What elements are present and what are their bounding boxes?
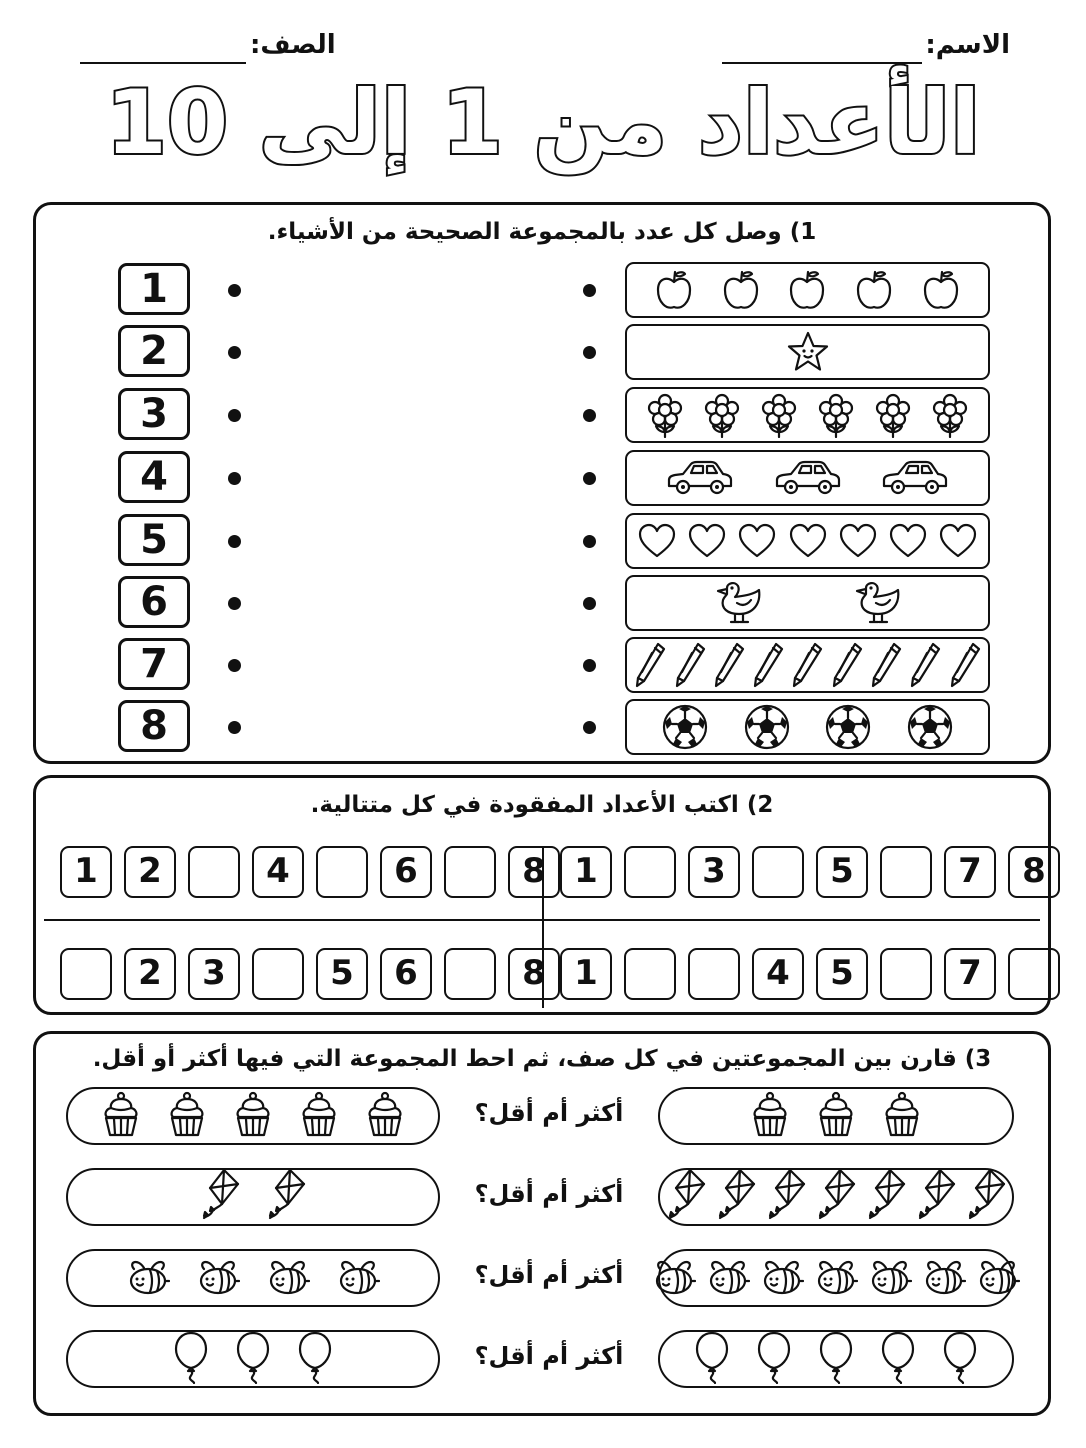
picture-group xyxy=(625,699,990,755)
pencil-icon xyxy=(791,641,823,689)
heart-icon xyxy=(637,523,677,559)
answer-box[interactable] xyxy=(1008,948,1060,1000)
number-box: 1 xyxy=(118,263,190,315)
compare-group-right[interactable] xyxy=(658,1168,1014,1226)
kite-icon xyxy=(766,1168,806,1226)
number-sequence xyxy=(560,948,1060,1000)
pencil-icon xyxy=(949,641,981,689)
cupcake-icon xyxy=(233,1090,273,1142)
picture-group xyxy=(625,513,990,569)
section-compare-title: 3) قارن بين المجموعتين في كل صف، ثم احط المجموعة التي فيها أكثر أو أقل. xyxy=(92,1046,992,1072)
number-box: 8 xyxy=(118,700,190,752)
flower-icon xyxy=(646,392,684,438)
sequence-number: 5 xyxy=(316,948,368,1000)
sequence-number: 6 xyxy=(380,846,432,898)
answer-box[interactable] xyxy=(752,846,804,898)
pencil-icon xyxy=(674,641,706,689)
soccer-ball-icon xyxy=(824,703,872,751)
sequence-number: 3 xyxy=(188,948,240,1000)
compare-group-left[interactable] xyxy=(66,1330,440,1388)
sequence-number: 5 xyxy=(816,846,868,898)
compare-question: أكثر أم أقل؟ xyxy=(474,1099,624,1127)
number-box: 5 xyxy=(118,514,190,566)
kite-icon xyxy=(266,1168,306,1226)
kite-icon xyxy=(200,1168,240,1226)
picture-group xyxy=(625,262,990,318)
section-missing-title: 2) اكتب الأعداد المفقودة في كل متتالية. xyxy=(310,792,774,818)
answer-box[interactable] xyxy=(252,948,304,1000)
sequence-number: 8 xyxy=(508,846,560,898)
cupcake-icon xyxy=(750,1090,790,1142)
picture-group xyxy=(625,450,990,506)
flower-icon xyxy=(760,392,798,438)
match-dot-right[interactable] xyxy=(583,597,596,610)
match-dot-right[interactable] xyxy=(583,409,596,422)
pencil-icon xyxy=(831,641,863,689)
match-dot-left[interactable] xyxy=(228,472,241,485)
sequence-number: 7 xyxy=(944,846,996,898)
bee-icon xyxy=(126,1256,170,1300)
balloon-icon xyxy=(818,1330,854,1388)
match-dot-left[interactable] xyxy=(228,535,241,548)
bee-icon xyxy=(652,1256,696,1300)
sequence-number: 8 xyxy=(508,948,560,1000)
number-sequence xyxy=(560,846,1060,898)
flower-icon xyxy=(874,392,912,438)
sequence-number: 4 xyxy=(252,846,304,898)
apple-icon xyxy=(654,268,694,312)
number-box: 2 xyxy=(118,325,190,377)
page-title: الأعداد من 1 إلى 10 xyxy=(105,71,981,174)
answer-box[interactable] xyxy=(880,948,932,1000)
balloon-icon xyxy=(756,1330,792,1388)
heart-icon xyxy=(888,523,928,559)
cupcake-icon xyxy=(882,1090,922,1142)
soccer-ball-icon xyxy=(743,703,791,751)
name-field[interactable] xyxy=(722,62,922,64)
kite-icon xyxy=(966,1168,1006,1226)
sequence-number: 3 xyxy=(688,846,740,898)
class-label: الصف: xyxy=(250,30,336,60)
sequence-number: 5 xyxy=(816,948,868,1000)
balloon-icon xyxy=(235,1330,271,1388)
apple-icon xyxy=(787,268,827,312)
pencil-icon xyxy=(634,641,666,689)
sequence-number: 2 xyxy=(124,948,176,1000)
balloon-icon xyxy=(173,1330,209,1388)
soccer-ball-icon xyxy=(906,703,954,751)
apple-icon xyxy=(921,268,961,312)
sequence-number: 6 xyxy=(380,948,432,1000)
compare-question: أكثر أم أقل؟ xyxy=(474,1342,624,1370)
number-sequence xyxy=(60,948,560,1000)
match-dot-right[interactable] xyxy=(583,346,596,359)
bee-icon xyxy=(922,1256,966,1300)
compare-group-left[interactable] xyxy=(66,1087,440,1145)
sequence-number: 7 xyxy=(944,948,996,1000)
kite-icon xyxy=(716,1168,756,1226)
sequence-number: 1 xyxy=(60,846,112,898)
balloon-icon xyxy=(297,1330,333,1388)
pencil-icon xyxy=(752,641,784,689)
heart-icon xyxy=(687,523,727,559)
balloon-icon xyxy=(942,1330,978,1388)
picture-group xyxy=(625,637,990,693)
kite-icon xyxy=(916,1168,956,1226)
pencil-icon xyxy=(713,641,745,689)
answer-box[interactable] xyxy=(444,846,496,898)
bee-icon xyxy=(814,1256,858,1300)
bee-icon xyxy=(196,1256,240,1300)
answer-box[interactable] xyxy=(624,948,676,1000)
match-dot-left[interactable] xyxy=(228,659,241,672)
compare-question: أكثر أم أقل؟ xyxy=(474,1180,624,1208)
answer-box[interactable] xyxy=(624,846,676,898)
apple-icon xyxy=(854,268,894,312)
number-sequence xyxy=(60,846,560,898)
match-dot-left[interactable] xyxy=(228,597,241,610)
sequence-number: 4 xyxy=(752,948,804,1000)
sequence-number: 1 xyxy=(560,948,612,1000)
match-dot-left[interactable] xyxy=(228,346,241,359)
match-dot-right[interactable] xyxy=(583,659,596,672)
bee-icon xyxy=(868,1256,912,1300)
heart-icon xyxy=(838,523,878,559)
soccer-ball-icon xyxy=(661,703,709,751)
compare-question: أكثر أم أقل؟ xyxy=(474,1261,624,1289)
compare-group-left[interactable] xyxy=(66,1168,440,1226)
picture-group xyxy=(625,387,990,443)
balloon-icon xyxy=(880,1330,916,1388)
match-dot-right[interactable] xyxy=(583,472,596,485)
flower-icon xyxy=(931,392,969,438)
number-box: 7 xyxy=(118,638,190,690)
answer-box[interactable] xyxy=(880,846,932,898)
flower-icon xyxy=(703,392,741,438)
compare-group-left[interactable] xyxy=(66,1249,440,1307)
apple-icon xyxy=(721,268,761,312)
answer-box[interactable] xyxy=(60,948,112,1000)
heart-icon xyxy=(938,523,978,559)
name-label: الاسم: xyxy=(925,30,1010,60)
cupcake-icon xyxy=(167,1090,207,1142)
bee-icon xyxy=(336,1256,380,1300)
sequence-number: 1 xyxy=(560,846,612,898)
answer-box[interactable] xyxy=(188,846,240,898)
match-dot-right[interactable] xyxy=(583,284,596,297)
number-box: 6 xyxy=(118,576,190,628)
picture-group xyxy=(625,575,990,631)
cupcake-icon xyxy=(299,1090,339,1142)
answer-box[interactable] xyxy=(316,846,368,898)
car-icon xyxy=(773,458,843,498)
car-icon xyxy=(665,458,735,498)
pencil-icon xyxy=(870,641,902,689)
compare-group-right[interactable] xyxy=(658,1330,1014,1388)
balloon-icon xyxy=(694,1330,730,1388)
bee-icon xyxy=(706,1256,750,1300)
bee-icon xyxy=(266,1256,310,1300)
match-dot-right[interactable] xyxy=(583,535,596,548)
heart-icon xyxy=(737,523,777,559)
section-match-title: 1) وصل كل عدد بالمجموعة الصحيحة من الأشياء. xyxy=(267,219,817,245)
sequence-number: 8 xyxy=(1008,846,1060,898)
class-field[interactable] xyxy=(80,62,246,64)
picture-group xyxy=(625,324,990,380)
match-dot-right[interactable] xyxy=(583,721,596,734)
bee-icon xyxy=(760,1256,804,1300)
answer-box[interactable] xyxy=(444,948,496,1000)
number-box: 3 xyxy=(118,388,190,440)
sequence-number: 2 xyxy=(124,846,176,898)
kite-icon xyxy=(816,1168,856,1226)
duck-icon xyxy=(711,580,765,626)
flower-icon xyxy=(817,392,855,438)
kite-icon xyxy=(666,1168,706,1226)
match-dot-left[interactable] xyxy=(228,409,241,422)
kite-icon xyxy=(866,1168,906,1226)
pencil-icon xyxy=(909,641,941,689)
match-dot-left[interactable] xyxy=(228,721,241,734)
duck-icon xyxy=(850,580,904,626)
number-box: 4 xyxy=(118,451,190,503)
cupcake-icon xyxy=(816,1090,856,1142)
match-dot-left[interactable] xyxy=(228,284,241,297)
compare-group-right[interactable] xyxy=(658,1249,1014,1307)
heart-icon xyxy=(788,523,828,559)
cupcake-icon xyxy=(365,1090,405,1142)
bee-icon xyxy=(976,1256,1020,1300)
answer-box[interactable] xyxy=(688,948,740,1000)
car-icon xyxy=(880,458,950,498)
cupcake-icon xyxy=(101,1090,141,1142)
compare-group-right[interactable] xyxy=(658,1087,1014,1145)
star-icon xyxy=(785,330,831,374)
